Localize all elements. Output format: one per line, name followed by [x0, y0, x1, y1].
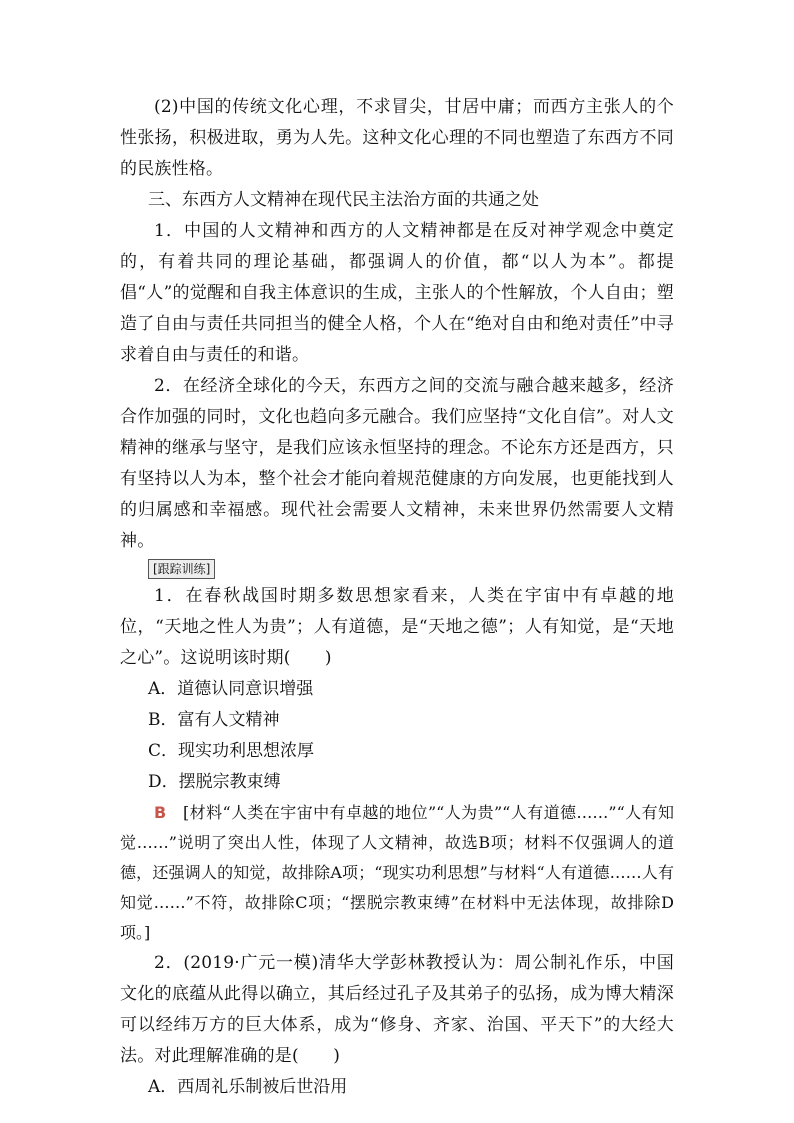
question-2-option-a: A．西周礼乐制被后世沿用 — [148, 1077, 348, 1097]
section-heading-3: 三、东西方人文精神在现代民主法治方面的共通之处 — [148, 190, 539, 210]
question-1-option-a: A．道德认同意识增强 — [148, 679, 314, 699]
question-1-option-b: B．富有人文精神 — [148, 710, 280, 730]
answer-letter: B — [154, 803, 167, 822]
answer-explanation: [材料“人类在宇宙中有卓越的地位”“人为贵”“人有道德……”“人有知觉……”说明了突出人性，体现了人文精神，故选B项；材料不仅强调人的道德，还强调人的知觉，故排除A项；“现实功利思想”与材料“人有道德……人有知觉……”不符，故排除C项；“摆脱宗教束缚”在材料中无法体现，故排除D项。] — [120, 803, 674, 942]
question-1-stem: 1．在春秋战国时期多数思想家看来，人类在宇宙中有卓越的地位，“天地之性人为贵”；人有道德，是“天地之德”；人有知觉，是“天地之心”。这说明该时期( ) — [120, 586, 674, 668]
question-1-option-d: D．摆脱宗教束缚 — [148, 772, 281, 792]
training-tag: [跟踪训练] — [148, 559, 215, 579]
paragraph-point-2: 2．在经济全球化的今天，东西方之间的交流与融合越来越多，经济合作加强的同时，文化也趋向多元融合。我们应坚持“文化自信”。对人文精神的继承与坚守，是我们应该永恒坚持的理念。不论东方还是西方，只有坚持以人为本，整个社会才能向着规范健康的方向发展，也更能找到人的归属感和幸福感。现代社会需要人文精神，未来世界仍然需要人文精神。 — [120, 376, 674, 551]
question-1-answer — [120, 798, 674, 948]
document-page — [120, 92, 674, 1103]
question-2-stem: 2．(2019·广元一模)清华大学彭林教授认为：周公制礼作乐，中国文化的底蕴从此得以确立，其后经过孔子及其弟子的弘扬，成为博大精深可以经纬万方的巨大体系，成为“修身、齐家、治国、平天下”的大经大法。对此理解准确的是( ) — [120, 953, 674, 1066]
paragraph-point-1: 1．中国的人文精神和西方的人文精神都是在反对神学观念中奠定的，有着共同的理论基础，都强调人的价值，都“以人为本”。都提倡“人”的觉醒和自我主体意识的生成，主张人的个性解放，个人自由；塑造了自由与责任共同担当的健全人格，个人在“绝对自由和绝对责任”中寻求着自由与责任的和谐。 — [120, 221, 674, 365]
question-1-option-c: C．现实功利思想浓厚 — [148, 741, 315, 761]
paragraph-traditional-psychology: (2)中国的传统文化心理，不求冒尖，甘居中庸；而西方主张人的个性张扬，积极进取，勇为人先。这种文化心理的不同也塑造了东西方不同的民族性格。 — [120, 97, 674, 179]
